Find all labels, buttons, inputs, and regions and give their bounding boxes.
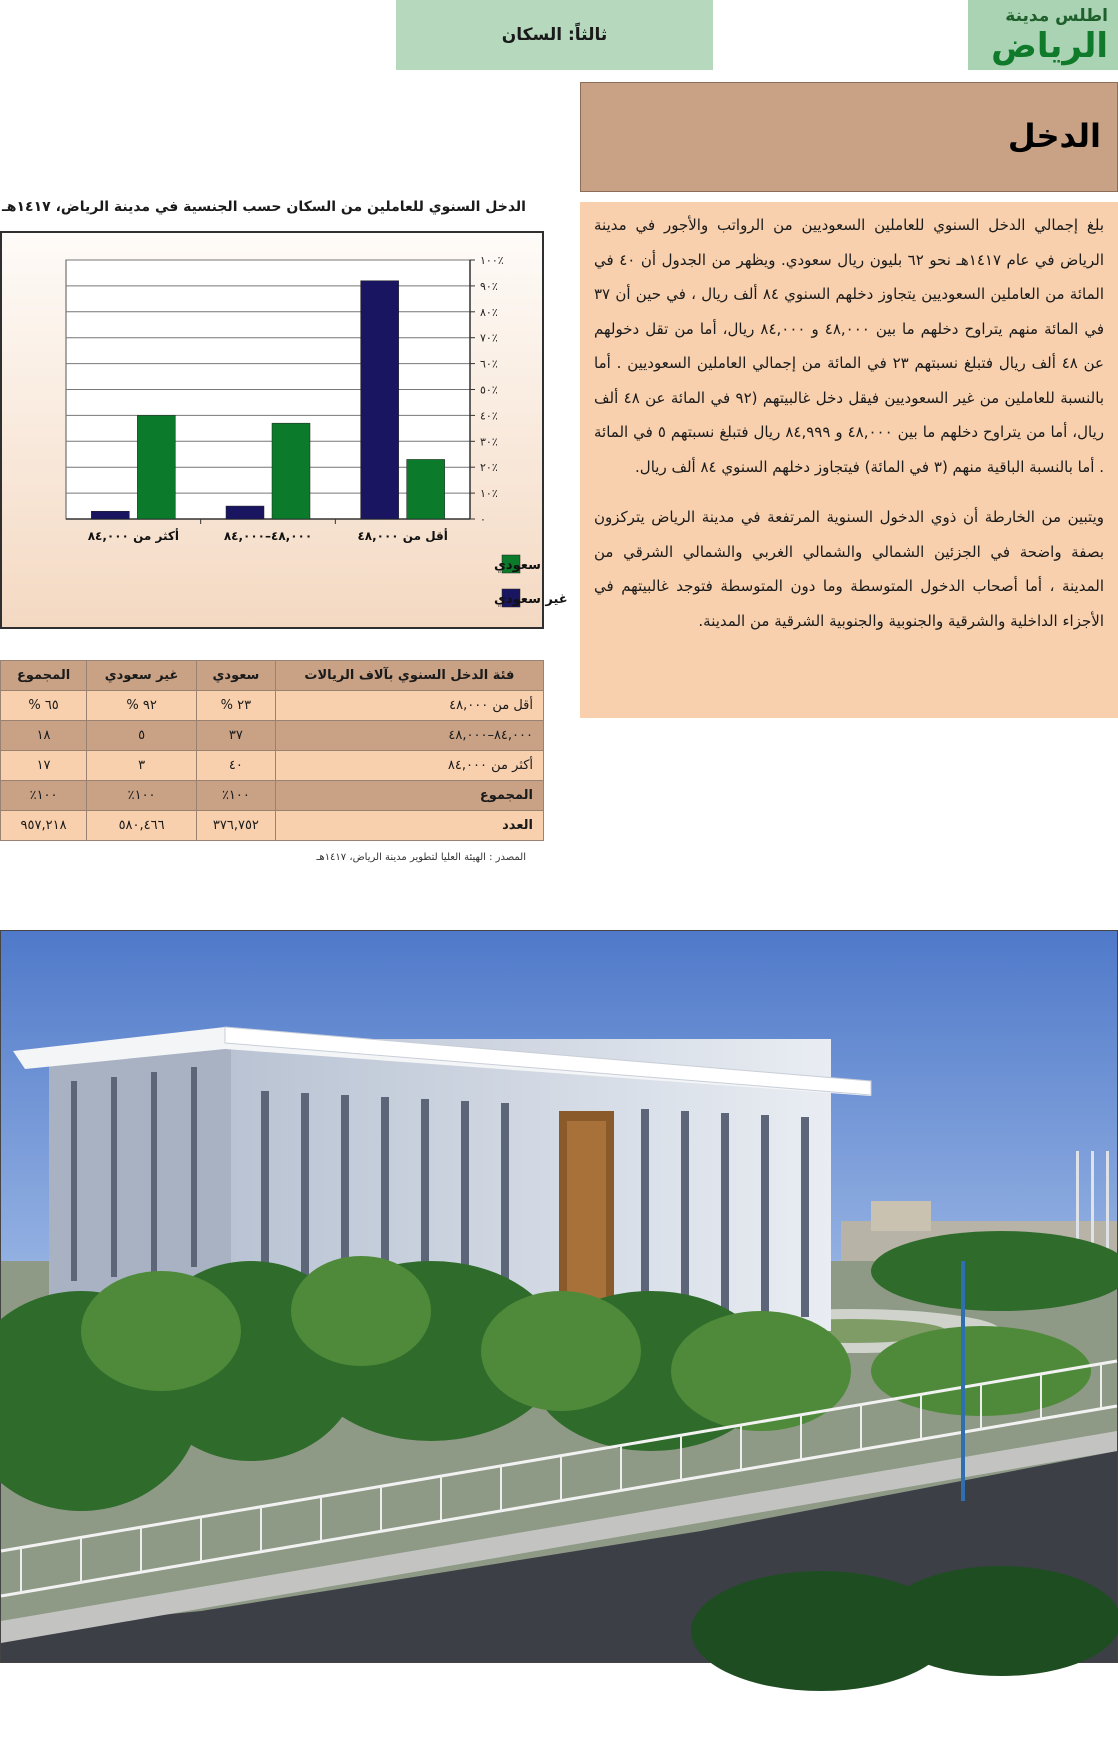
legend-label: سعودي (494, 558, 541, 573)
table-cell: ٣٧ (197, 721, 276, 751)
table-header: سعودي (197, 661, 276, 691)
y-tick-label: ١٠٪ (480, 487, 498, 501)
building-illustration (1, 931, 1117, 1662)
y-tick-label: ٤٠٪ (480, 409, 498, 423)
legend-label: غير سعودي (494, 592, 568, 607)
y-tick-label: ٦٠٪ (480, 357, 498, 371)
table-cell: ١٠٠٪ (87, 781, 197, 811)
bar-saudi (272, 423, 310, 519)
table-cell: أقل من ٤٨,٠٠٠ (275, 691, 543, 721)
y-tick-label: ٧٠٪ (480, 331, 498, 345)
table-row (1, 751, 544, 781)
logo-line2: الرياض (991, 26, 1108, 66)
bar-non-saudi (361, 281, 399, 519)
page-title: الدخل (1007, 117, 1101, 155)
table-cell: ٩٢ % (87, 691, 197, 721)
bar-saudi (407, 459, 445, 519)
y-tick-label: ٢٠٪ (480, 461, 498, 475)
table-header-row (1, 661, 544, 691)
x-tick-label: أقل من ٤٨,٠٠٠ (357, 529, 448, 543)
paragraph-2: ويتبين من الخارطة أن ذوي الدخول السنوية المرتفعة في مدينة الرياض يتركزون بصفة واضحة في الجزئين الشمالي والشمالي الغربي والشمالي الشرقي من المدينة ، أما أصحاب الدخول المتوسطة وما دون المتوسطة فتوجد غالبيتهم في الأجزاء الداخلية والشرقية والجنوبية والجنوبية الشرقية من المدينة. (594, 508, 1104, 630)
y-tick-label: ٥٠٪ (480, 383, 498, 397)
table-row (1, 781, 544, 811)
table-cell: ٤٠ (197, 751, 276, 781)
table-row (1, 811, 544, 841)
table-header: غير سعودي (87, 661, 197, 691)
y-tick-label: ٣٠٪ (480, 435, 498, 449)
table-cell: ٢٣ % (197, 691, 276, 721)
bar-non-saudi (226, 506, 264, 519)
table-cell: ٨٤,٠٠٠–٤٨,٠٠٠ (275, 721, 543, 751)
section-heading: ثالثاً: السكان (396, 0, 713, 70)
logo-line1: اطلس مدينة (1005, 6, 1108, 26)
atlas-logo (968, 0, 1118, 70)
y-tick-label: ١٠٠٪ (480, 254, 504, 267)
table-header: المجموع (1, 661, 87, 691)
table-cell: ٥٨٠,٤٦٦ (87, 811, 197, 841)
table-cell: ١٠٠٪ (197, 781, 276, 811)
building-photo (0, 930, 1118, 1663)
bar-saudi (137, 415, 175, 519)
table-cell: ٦٥ % (1, 691, 87, 721)
x-tick-label: ٤٨,٠٠٠–٨٤,٠٠٠ (223, 529, 313, 543)
paragraph-1: بلغ إجمالي الدخل السنوي للعاملين السعوديين من الرواتب والأجور في مدينة الرياض في عام ١٤١٧هـ نحو ٦٢ بليون ريال سعودي. ويظهر من الجدول أن ٤٠ في المائة من العاملين السعوديين يتجاوز دخلهم السنوي ٨٤ ألف ريال ، في حين أن ٣٧ في المائة منهم يتراوح دخلهم ما بين ٤٨,٠٠٠ و ٨٤,٠٠٠ ريال، أما من تقل دخولهم عن ٤٨ ألف ريال فتبلغ نسبتهم ٢٣ في المائة من إجمالي العاملين السعوديين . أما بالنسبة للعاملين من غير السعوديين فيقل دخل غالبيتهم (٩٢ في المائة عن ٤٨ ألف ريال، أما من يتراوح دخلهم ما بين ٤٨,٠٠٠ و ٨٤,٩٩٩ ريال فتبلغ نسبتهم ٥ في المائة . أما بالنسبة الباقية منهم (٣ في المائة) فيتجاوز دخلهم السنوي ٨٤ ألف ريال. (594, 216, 1105, 476)
table-cell: ١٨ (1, 721, 87, 751)
y-tick-label: ٨٠٪ (480, 305, 498, 319)
table-cell: العدد (275, 811, 543, 841)
y-tick-label: ٠ (480, 513, 486, 526)
chart-title: الدخل السنوي للعاملين من السكان حسب الجنسية في مدينة الرياض، ١٤١٧هـ (2, 199, 526, 215)
source-note: المصدر : الهيئة العليا لتطوير مدينة الرياض، ١٤١٧هـ (316, 852, 526, 863)
table-cell: ٩٥٧,٢١٨ (1, 811, 87, 841)
table-cell: ٣ (87, 751, 197, 781)
x-tick-label: أكثر من ٨٤,٠٠٠ (87, 529, 179, 543)
text-box (580, 202, 1118, 718)
table-cell: ١٠٠٪ (1, 781, 87, 811)
table-cell: ٣٧٦,٧٥٢ (197, 811, 276, 841)
chart-container (0, 231, 568, 629)
table-cell: ٥ (87, 721, 197, 751)
table-row (1, 691, 544, 721)
table-cell: المجموع (275, 781, 543, 811)
table-row (1, 721, 544, 751)
y-tick-label: ٩٠٪ (480, 279, 498, 293)
bar-non-saudi (91, 511, 129, 519)
bar-chart (2, 233, 568, 627)
table-header: فئة الدخل السنوي بآلاف الريالات (275, 661, 543, 691)
table-cell: ١٧ (1, 751, 87, 781)
income-table (0, 660, 544, 841)
table-cell: أكثر من ٨٤,٠٠٠ (275, 751, 543, 781)
title-box (580, 82, 1118, 192)
